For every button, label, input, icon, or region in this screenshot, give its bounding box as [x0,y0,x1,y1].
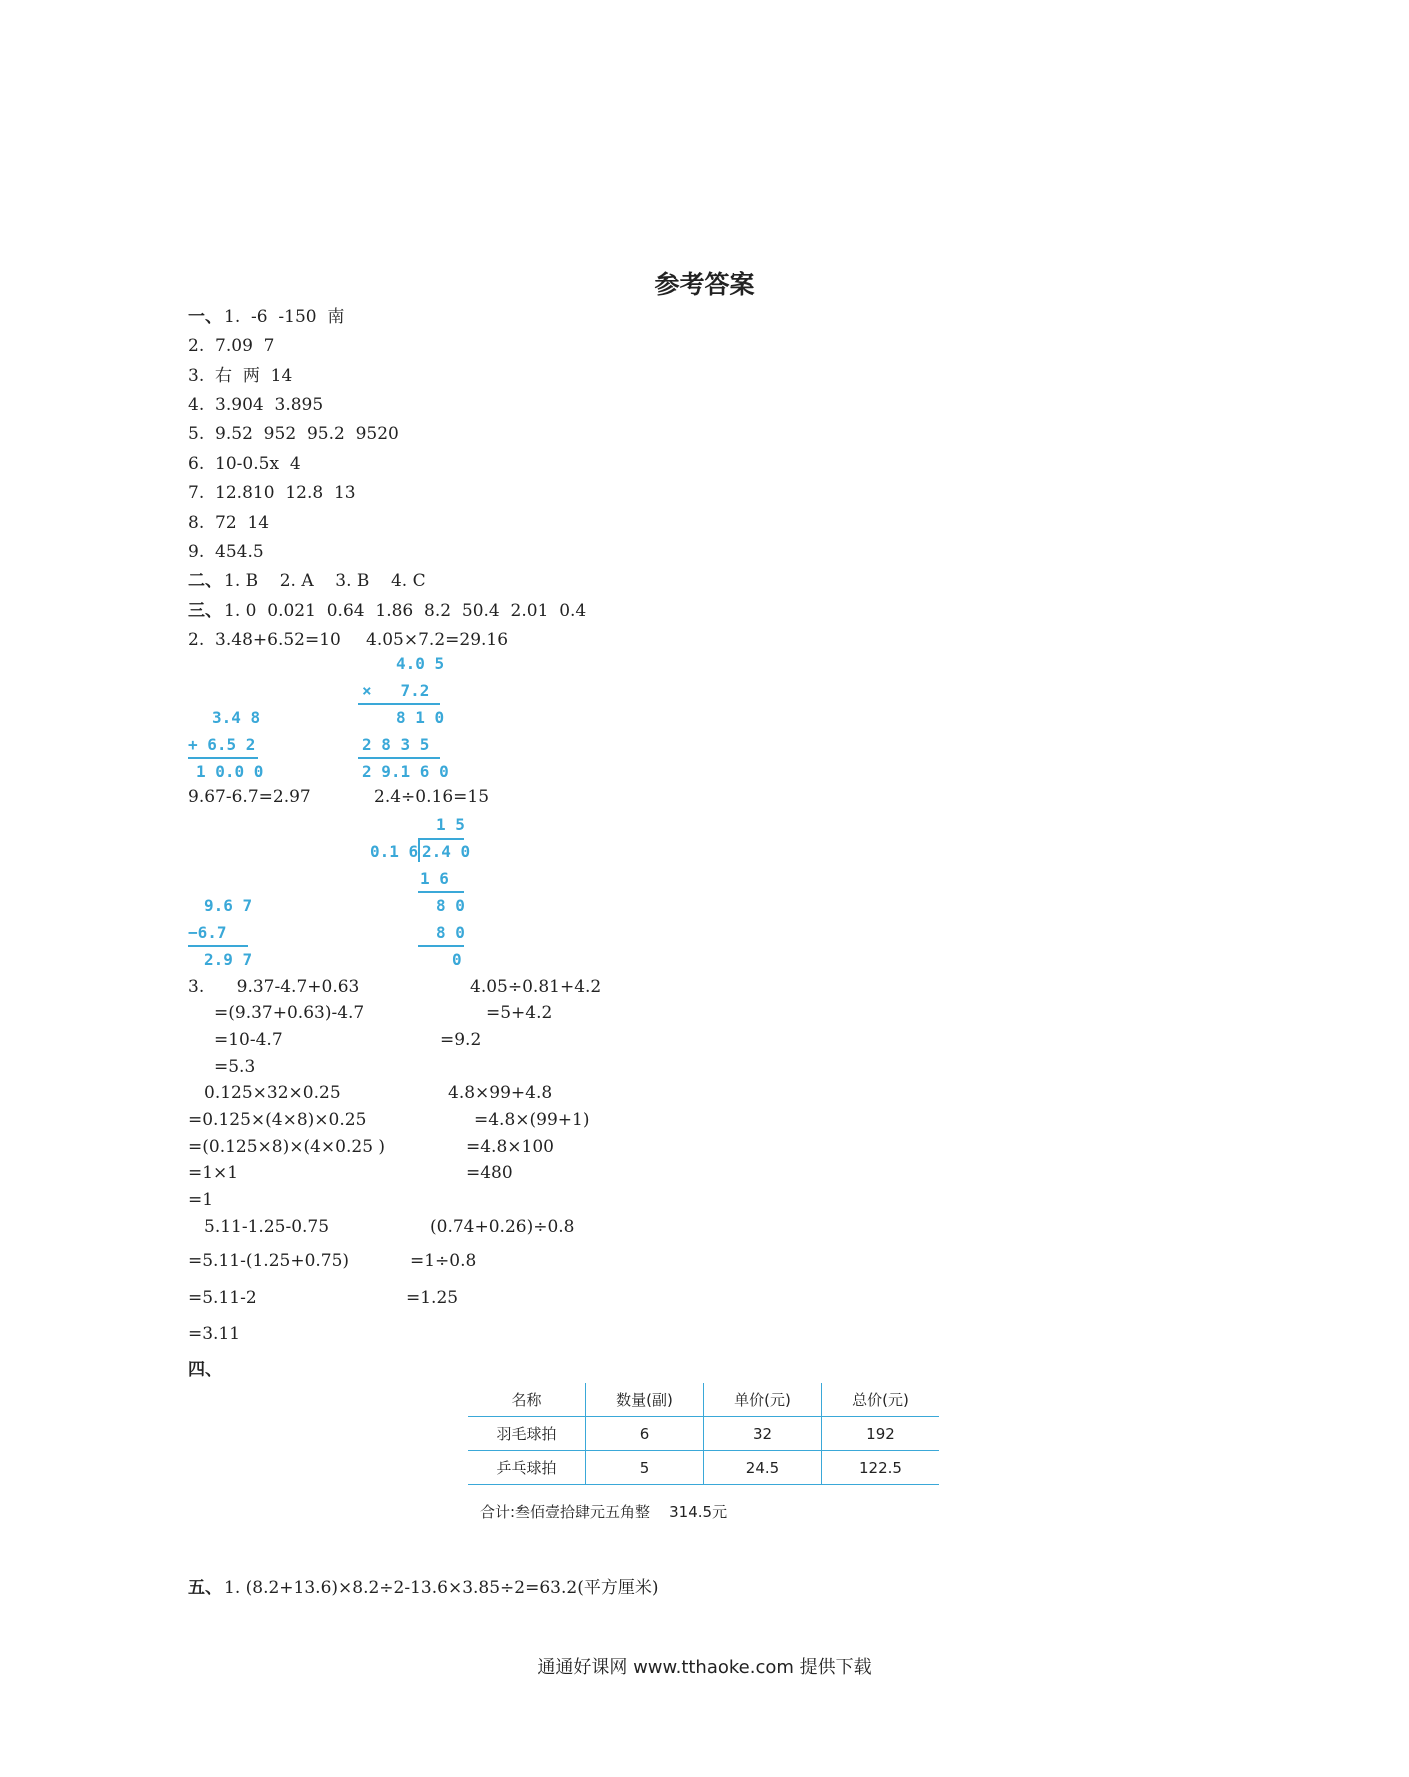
q3-step: =(9.37+0.63)-4.7 [214,1003,365,1023]
part1-line: 1. -6 -150 南 [224,307,345,327]
table-cell: 乒乓球拍 [468,1451,586,1485]
vert-div-dividend: 2.4 0 [422,842,471,861]
part1-line: 7. 12.810 12.8 13 [188,483,356,503]
vert-sub-rule [188,945,248,947]
part1-label: 一、 [188,307,222,327]
q3r-step: =9.2 [440,1030,482,1050]
part1-line: 3. 右 两 14 [188,366,293,386]
q4-step: =0.125×(4×8)×0.25 [188,1110,367,1130]
vert-add-row2: + 6.5 2 [188,735,256,754]
vert-div-bar [418,838,464,840]
table-header-cell: 总价(元) [822,1383,940,1417]
vert-mul-row4: 2 8 3 5 [362,735,430,754]
vert-div-step3: 8 0 [436,923,465,942]
vert-div-quotient: 1 5 [436,815,465,834]
vert-mul-row3: 8 1 0 [396,708,445,727]
vert-mul-row1: 4.0 5 [396,654,445,673]
part3-line2a: 2. 3.48+6.52=10 [188,630,341,650]
q4r-step: =4.8×100 [466,1137,554,1157]
vert-div-step4: 0 [452,950,462,969]
table-header-cell: 名称 [511,1391,542,1409]
q5r-step: =1÷0.8 [410,1251,477,1271]
table-cell: 122.5 [822,1451,940,1485]
vert-mul-row2: × 7.2 [362,681,430,700]
vert-div-rule [418,891,464,893]
part1-line: 8. 72 14 [188,513,270,533]
q4r-step: =4.8×(99+1) [474,1110,590,1130]
part1-line: 9. 454.5 [188,542,264,562]
table-cell: 24.5 [704,1451,822,1485]
q5r-step: =1.25 [406,1288,459,1308]
table-header-cell: 单价(元) [704,1383,822,1417]
q4-step: =1×1 [188,1163,239,1183]
q3r-step: =5+4.2 [486,1003,553,1023]
part1-line: 5. 9.52 952 95.2 9520 [188,424,399,444]
table-total: 合计:叁佰壹拾肆元五角整 314.5元 [480,1503,728,1521]
vert-div-step2: 8 0 [436,896,465,915]
q5r-step: (0.74+0.26)÷0.8 [430,1217,575,1237]
part5-label: 五、 [188,1578,222,1598]
q5-step: =5.11-2 [188,1288,257,1308]
vert-add-rule [188,757,258,759]
q3-step: 3. 9.37-4.7+0.63 [188,977,360,997]
vert-sub-row1: 9.6 7 [204,896,253,915]
table-row [468,1417,939,1451]
q4-step: =(0.125×8)×(4×0.25 ) [188,1137,386,1157]
part2-answers: 1. B 2. A 3. B 4. C [224,571,426,591]
vert-div-rule [418,945,464,947]
q4r-step: =480 [466,1163,513,1183]
table-header-row [468,1383,939,1417]
table-header-cell: 数量(副) [586,1383,704,1417]
footer-credit: 通通好课网 www.tthaoke.com 提供下载 [537,1657,872,1678]
vert-div-step1: 1 6 [420,869,449,888]
part4-label: 四、 [188,1360,222,1380]
part3-line3a: 9.67-6.7=2.97 [188,787,311,807]
q4-step: 0.125×32×0.25 [204,1083,341,1103]
q5-step: =5.11-(1.25+0.75) [188,1251,350,1271]
table-cell: 6 [586,1417,704,1451]
part3-label: 三、 [188,601,222,621]
part1-line: 4. 3.904 3.895 [188,395,324,415]
q4-step: =1 [188,1190,214,1210]
table-cell: 5 [586,1451,704,1485]
q3r-step: 4.05÷0.81+4.2 [470,977,602,997]
part3-line2b: 4.05×7.2=29.16 [366,630,509,650]
vert-mul-rule [358,757,440,759]
q3-step: =5.3 [214,1057,256,1077]
part1-line: 6. 10-0.5x 4 [188,454,301,474]
q3-step: =10-4.7 [214,1030,283,1050]
part3-line1: 1. 0 0.021 0.64 1.86 8.2 50.4 2.01 0.4 [224,601,587,621]
part3-line3b: 2.4÷0.16=15 [374,787,490,807]
vert-add-row3: 1 0.0 0 [196,762,264,781]
part1-line: 2. 7.09 7 [188,336,275,356]
table-cell: 192 [822,1417,940,1451]
vert-add-row1: 3.4 8 [212,708,261,727]
table-cell: 羽毛球拍 [468,1417,586,1451]
page-title: 参考答案 [654,270,755,299]
table-row [468,1451,939,1485]
vert-div-divisor: 0.1 6 [370,842,419,861]
vert-mul-row5: 2 9.1 6 0 [362,762,449,781]
q5-step: 5.11-1.25-0.75 [204,1217,330,1237]
vert-sub-row3: 2.9 7 [204,950,253,969]
vert-sub-row2: −6.7 [188,923,227,942]
part2-label: 二、 [188,571,222,591]
vert-mul-rule [358,703,440,705]
q5-step: =3.11 [188,1324,241,1344]
price-table [468,1383,939,1485]
table-cell: 32 [704,1417,822,1451]
q4r-step: 4.8×99+4.8 [448,1083,553,1103]
part5-answer: 1. (8.2+13.6)×8.2÷2-13.6×3.85÷2=63.2(平方厘米) [224,1578,659,1598]
vert-div-bracket [418,838,420,862]
